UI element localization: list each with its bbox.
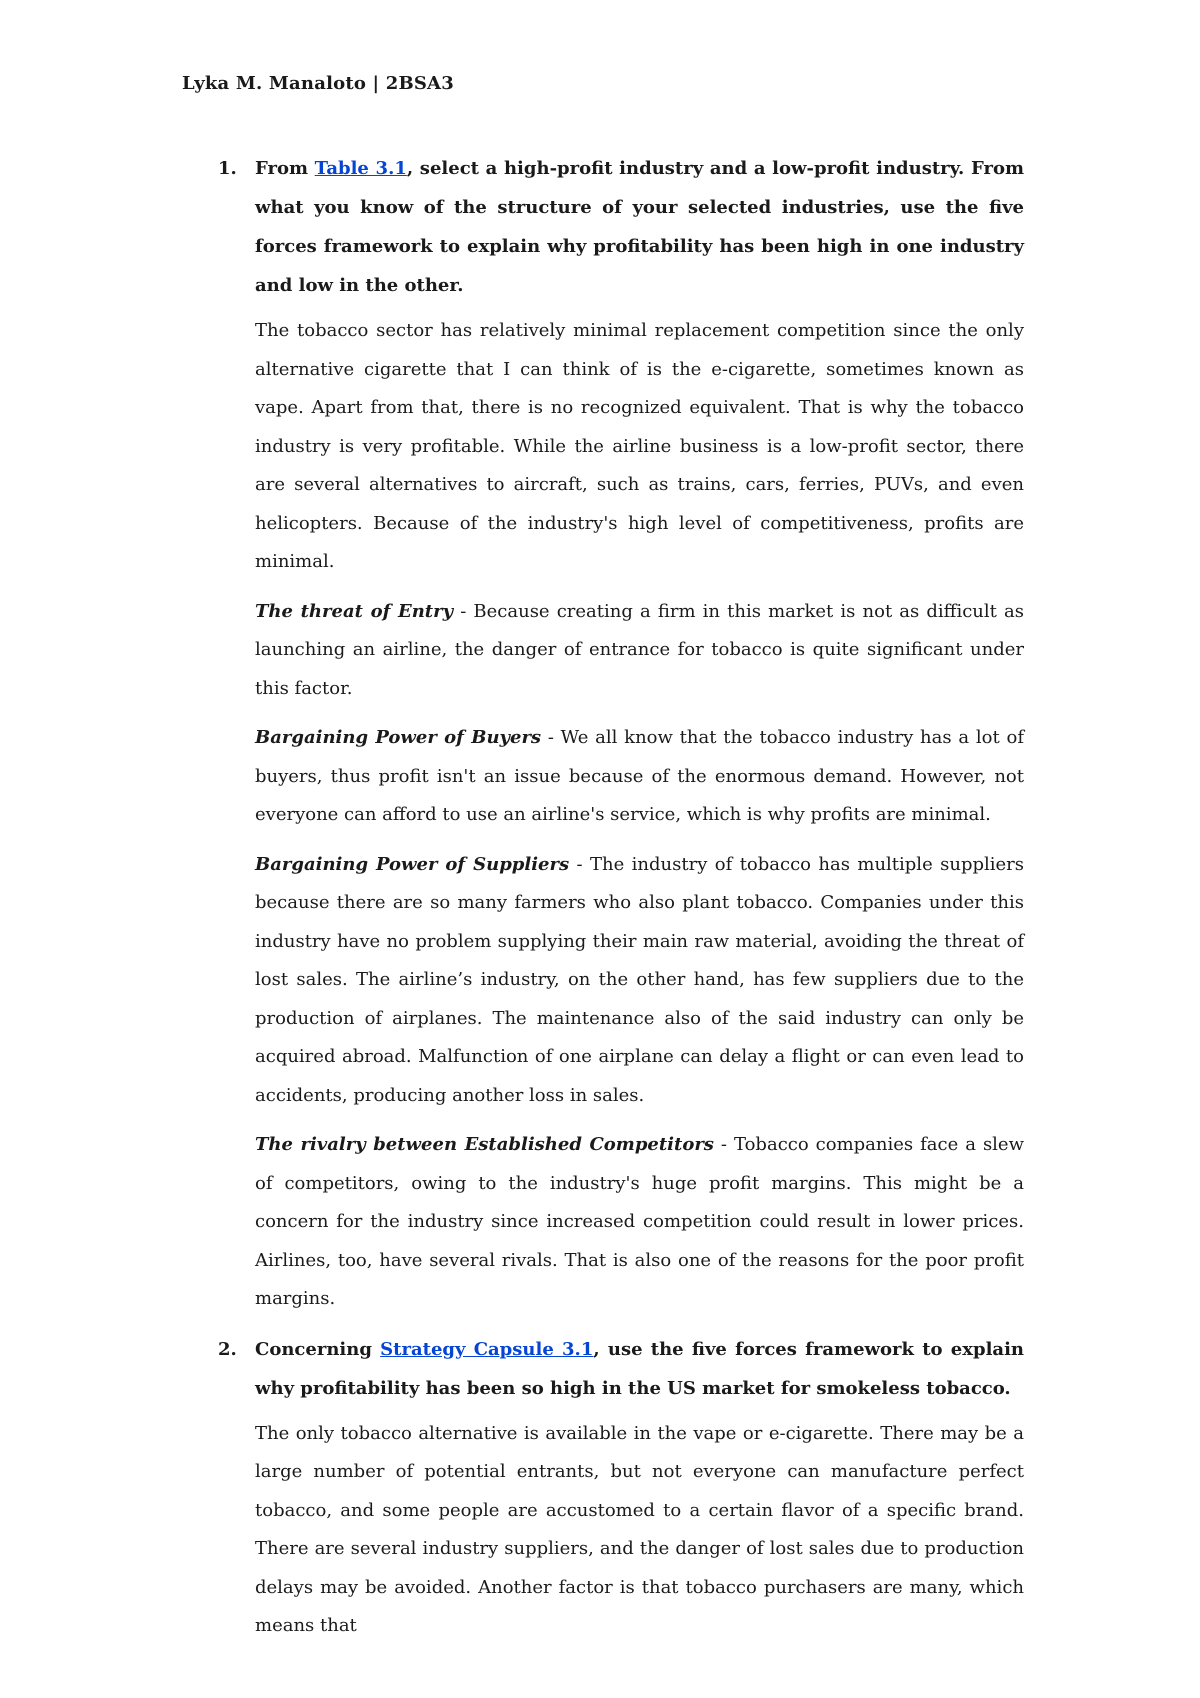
force-term: The rivalry between Established Competitors (255, 1134, 714, 1155)
force-buyer-power (255, 719, 1024, 835)
question-1-number: 1. (218, 158, 237, 179)
question-1 (194, 149, 1024, 1319)
force-term: Bargaining Power of Suppliers (255, 853, 570, 875)
force-text: - Because creating a firm in this market is not as difficult as launching an airline, the danger of entrance for tobacco is quite significant under this factor. (255, 600, 1024, 699)
force-text: - The industry of tobacco has multiple suppliers because there are so many farmers who also plant tobacco. Companies under this industry have no problem supplying their main raw material, avoiding the threat of lost sales. The airline’s industry, on the other hand, has few suppliers due to the production of airplanes. The maintenance also of the said industry can only be acquired abroad. Malfunction of one airplane can delay a flight or can even lead to accidents, producing another loss in sales. (255, 853, 1025, 1106)
question-2-prompt (255, 1330, 1024, 1408)
question-2-answer: The only tobacco alternative is available in the vape or e-cigarette. There may be a large number of potential entrants, but not everyone can manufacture perfect tobacco, and some people are accustomed to a certain flavor of a specific brand. There are several industry suppliers, and the danger of lost sales due to production delays may be avoided. Another factor is that tobacco purchasers are many, which means that (255, 1422, 1024, 1636)
question-1-answer-intro: The tobacco sector has relatively minimal replacement competition since the only alternative cigarette that I can think of is the e-cigarette, sometimes known as vape. Apart from that, there is no recognized equivalent. That is why the tobacco industry is very profitable. While the airline business is a low-profit sector, there are several alternatives to aircraft, such as trains, cars, ferries, PUVs, and even helicopters. Because of the industry's high level of competitiveness, profits are minimal. (255, 320, 1024, 572)
question-2-prompt-rest: , use the five forces framework to explain why profitability has been so high in the US market for smokeless tobacco. (255, 1338, 1024, 1399)
document-body (194, 149, 1024, 1657)
force-term: Bargaining Power of Buyers (255, 727, 542, 748)
force-term: The threat of Entry (255, 600, 454, 622)
question-2-number: 2. (218, 1338, 237, 1360)
force-text: - We all know that the tobacco industry has a lot of buyers, thus profit isn't an issue because of the enormous demand. However, not everyone can afford to use an airline's service, which is why profits are minimal. (255, 727, 1024, 825)
strategy-capsule-3-1-link[interactable]: Strategy Capsule 3.1 (380, 1338, 594, 1360)
question-2 (194, 1330, 1024, 1646)
table-3-1-link[interactable]: Table 3.1 (314, 158, 407, 179)
question-1-prompt-rest: , select a high-profit industry and a low-profit industry. From what you know of the structure of your selected industries, use the five forces framework to explain why profitability has been high in one industry and low in the other. (255, 158, 1024, 296)
force-supplier-power (255, 846, 1024, 1116)
force-rivalry (255, 1126, 1024, 1319)
question-1-prompt (255, 149, 1024, 305)
force-threat-of-entry (255, 593, 1024, 709)
question-1-prompt-start: From (255, 158, 315, 179)
question-2-prompt-start: Concerning (255, 1338, 381, 1360)
author-header: Lyka M. Manaloto | 2BSA3 (182, 73, 454, 94)
force-text: - Tobacco companies face a slew of competitors, owing to the industry's huge profit margins. This might be a concern for the industry since increased competition could result in lower prices. Airlines, too, have several rivals. That is also one of the reasons for the poor profit margins. (255, 1134, 1024, 1309)
